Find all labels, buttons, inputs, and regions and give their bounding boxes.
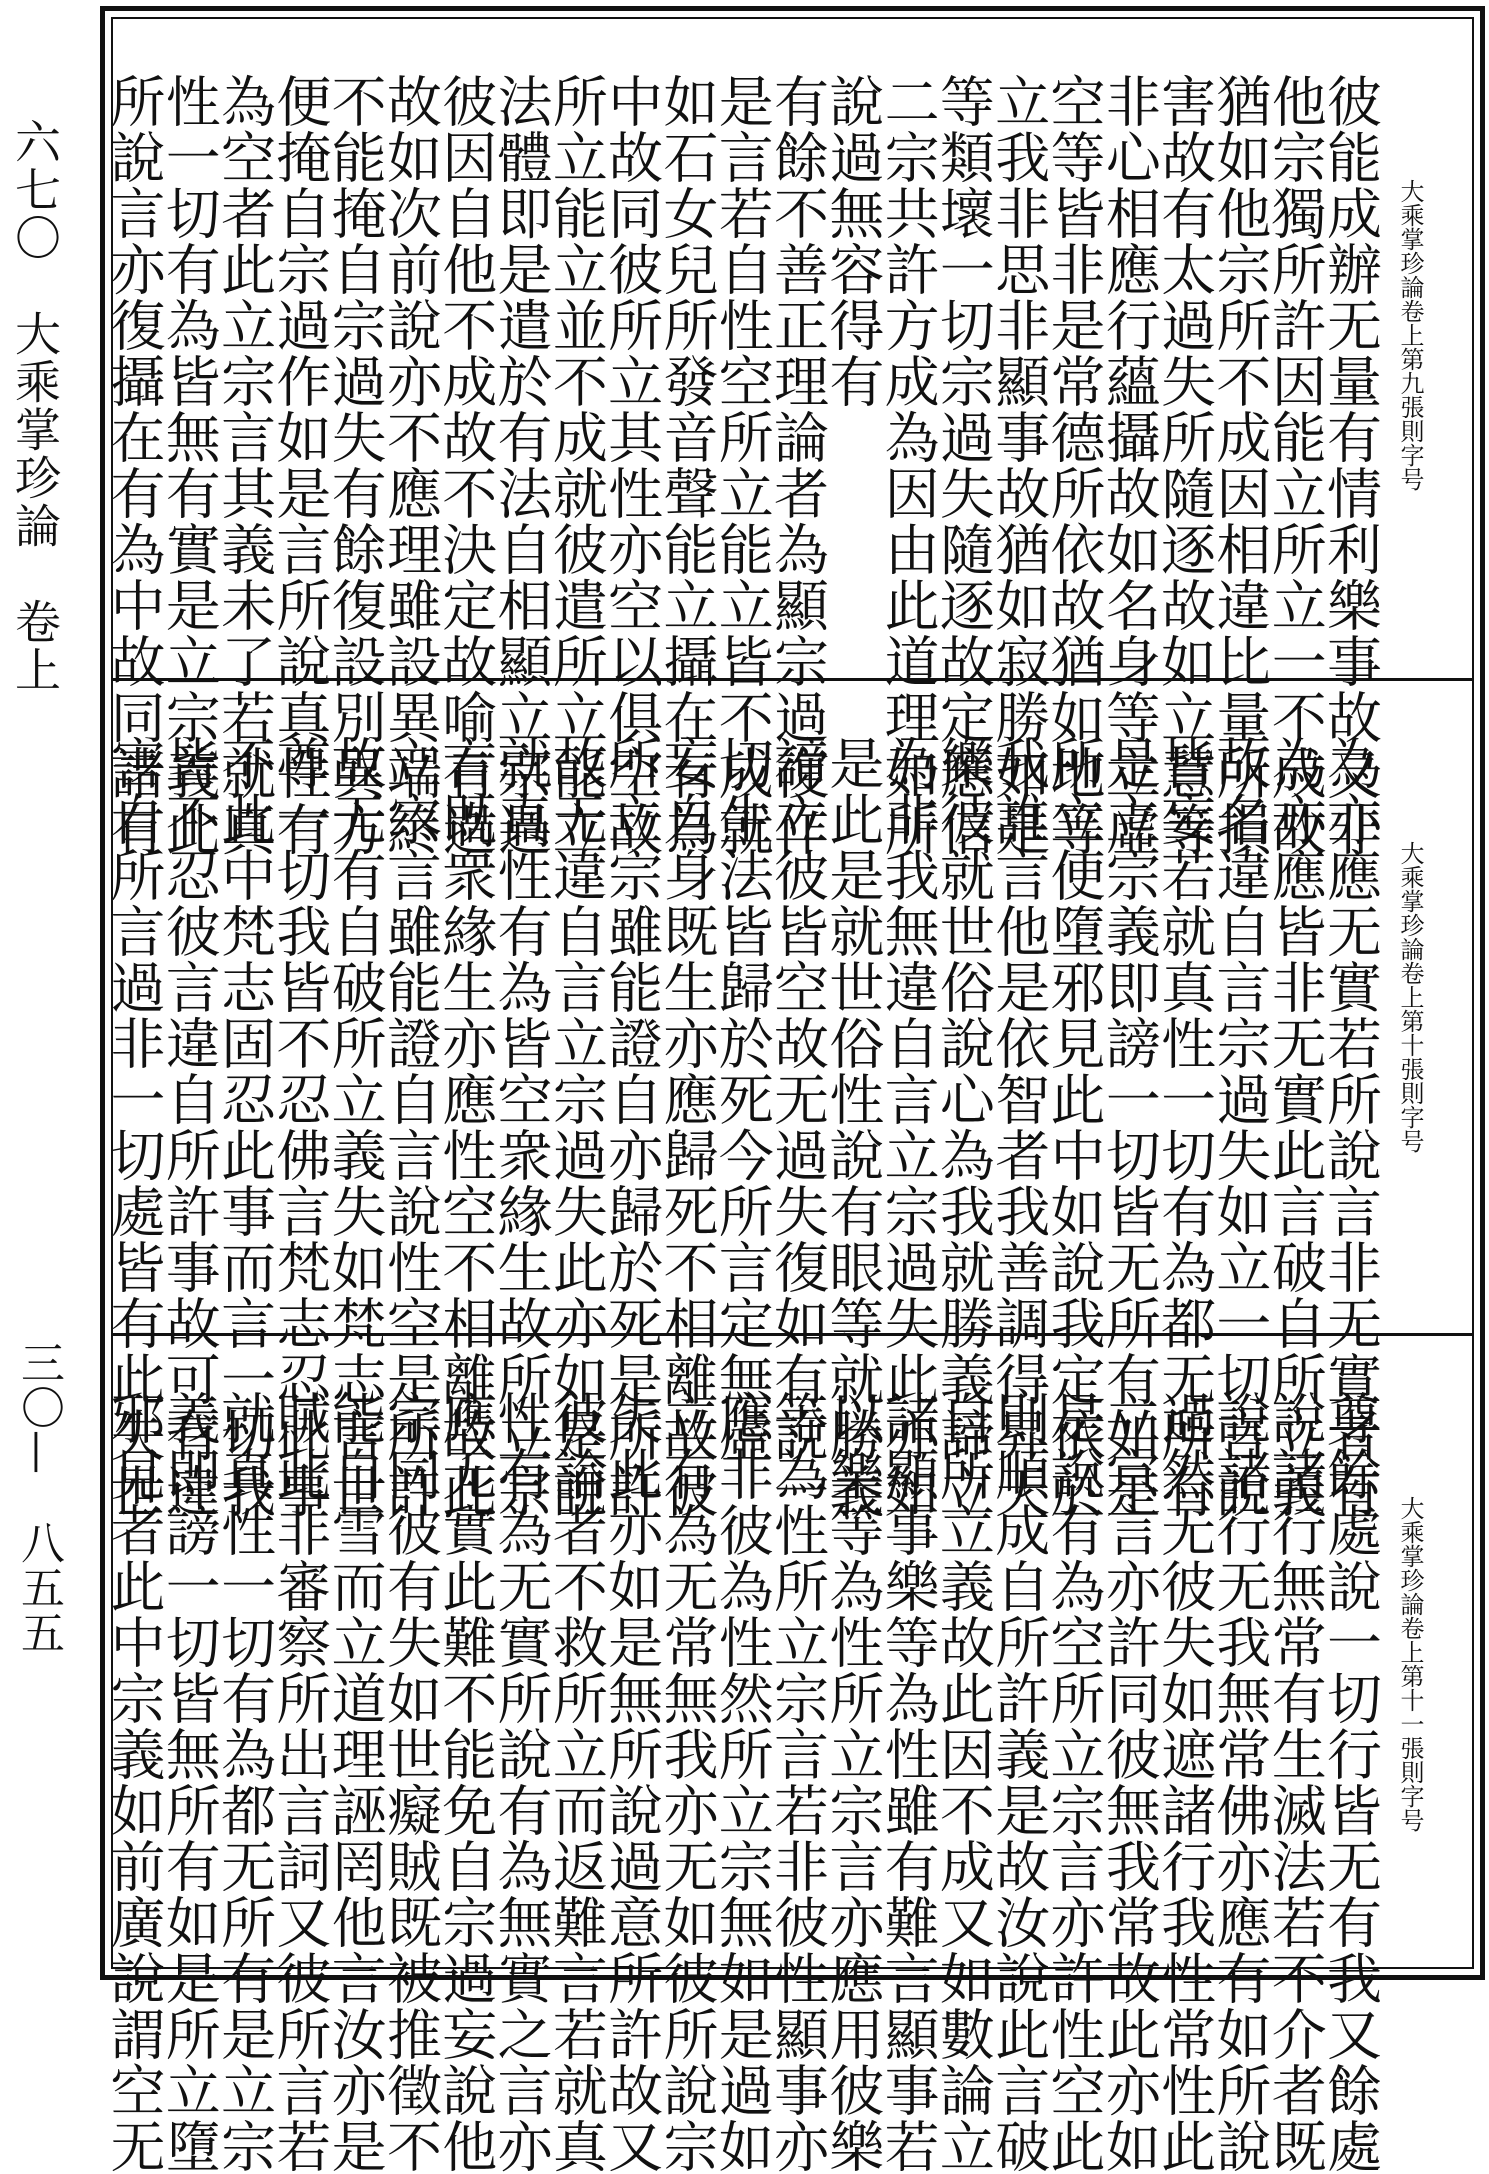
text-column: 是說有為空所立宗言亦許性空此 [1041, 1390, 1106, 2174]
text-column: 有餘不善正理論者為顯宗過復作 [765, 73, 830, 857]
text-column: 我誰言他是依智者我善調得昇天 [986, 735, 1051, 1519]
header-mark: 則字号 [1396, 419, 1424, 491]
text-column: 如石女兒所發音聲能立攝在有為 [654, 73, 719, 857]
text-column: 等為性所立宗言若非彼性顯事亦 [765, 1390, 830, 2174]
text-column: 就真性有為皆空衆緣生故所立宗 [488, 735, 553, 1519]
text-column: 彼能成辦无量有情利樂事故又非 [1318, 73, 1382, 857]
text-column: 故无違自言立宗過失此亦如是說 [543, 735, 608, 1519]
text-column: 故无有自破所立義失如梵志言世 [322, 735, 387, 1519]
text-column: 賊此非審察所出言詞又彼所言若 [267, 1390, 332, 2174]
text-column: 所立能立並不成就彼遣所立能立 [543, 73, 608, 857]
panel-header [1386, 179, 1434, 654]
text-panel-3 [101, 1336, 1472, 2174]
text-column: 彼因自他不成故不決定故喻有過 [433, 73, 498, 857]
text-column: 立宗言雖能證自言說性空是所許 [377, 735, 442, 1519]
text-column: 就真性一切有為都无所有是立宗 [212, 1390, 277, 2174]
text-column: 諸顯事樂等為性雖有難言顯事若 [875, 1390, 940, 2174]
text-column: 所說言亦復攝在有為中故同諸有 [101, 73, 166, 857]
text-column: 失此亦如是無所說過意所許故又 [599, 1390, 664, 2174]
text-column: 應无實此難不能免自宗過妄說他 [433, 1390, 498, 2174]
text-columns [101, 735, 1382, 1519]
text-column: 立有為无常無我亦无如彼所說宗 [654, 1390, 719, 2174]
text-column: 邪見者此中宗義如前廣說謂空无 [101, 1390, 166, 2174]
text-column: 以樂等為性所立宗言亦應用彼樂 [820, 1390, 885, 2174]
text-column: 應非彼為性然所立宗無如是過如 [709, 1390, 774, 2174]
text-column: 不能掩自宗過失有餘復設別異方 [322, 73, 387, 857]
text-column: 宗同彼有失如世癡賊既被推徵不 [377, 1390, 442, 2174]
panel-header [1386, 841, 1434, 1309]
text-column: 樂彼就世俗說心為我就勝義諦立 [930, 735, 995, 1519]
panel-header [1386, 1496, 1434, 1943]
text-column: 義即謗一切皆無所有如是所立墮 [156, 1390, 221, 2174]
text-column: 立我非思非顯事故猶如寂勝如是 [986, 73, 1051, 857]
text-column: 害故有太過失所隨逐故如立慧等 [1152, 73, 1217, 857]
page-frame [100, 6, 1485, 2174]
text-column: 非心相應行蘊攝故如名身等立虛 [1096, 73, 1161, 857]
header-mark: 則字号 [1396, 1760, 1424, 1832]
text-column: 二宗共許方成為因由此道理如所 [875, 73, 940, 857]
text-column: 自所立義故此因不成又如數論立 [930, 1390, 995, 2174]
text-column: 彼論者不救所立而返難言若就真 [543, 1390, 608, 2174]
text-column: 言既衆緣生亦應性空不相離故此 [433, 735, 498, 1519]
text-column: 中故同彼所立其性亦空以俱空故 [599, 73, 664, 857]
header-leaf-number: 第十一張 [1396, 1664, 1424, 1760]
text-column: 妄自身既生亦應歸死不相離故彼 [654, 735, 719, 1519]
text-column: 是此是就世俗性說有眼等就勝義 [820, 735, 885, 1519]
text-column: 切生法皆歸於死今所言定無虛 [709, 735, 774, 1463]
text-column: 性有為无實所說有為無實之言亦 [488, 1390, 553, 2174]
text-column: 則順成自所許義是故汝說此言破 [986, 1390, 1051, 2174]
text-column: 猶如他宗所不成因相違比量所損 [1207, 73, 1272, 857]
text-column: 為亦應皆非无實此言破自所立義 [1262, 735, 1327, 1519]
text-column: 為亦應无實若所說言非无實者有 [1318, 735, 1382, 1519]
text-column: 能自雪而立道理誣罔他言汝亦是 [322, 1390, 387, 2174]
text-columns [101, 73, 1382, 857]
header-title: 大乘掌珍論卷上 [1396, 179, 1424, 347]
header-title: 大乘掌珍論卷上 [1396, 841, 1424, 1009]
text-column: 皆妄若就真性一切有為都无所有 [1152, 735, 1217, 1519]
text-column: 等類壞一切宗過失隨逐故定應信 [930, 73, 995, 857]
text-panel-1 [101, 19, 1472, 857]
text-column: 諦立彼皆空故无過失復如有說一 [765, 735, 830, 1519]
text-column: 所立宗雖能證自亦歸於死是所許 [599, 735, 664, 1519]
text-column: 為空者此立宗言其義未了若就真 [212, 73, 277, 857]
text-column: 皆不忍彼言違自所許事故可有違 [156, 735, 221, 1519]
header-title: 大乘掌珍論卷上 [1396, 1496, 1424, 1664]
text-column: 過然无彼失如遮諸行我性常性此 [1152, 1390, 1217, 2174]
text-column: 害自所言過非一切處皆有此失世 [101, 735, 166, 1519]
margin-page-number: 三〇— 八五五 [13, 1340, 64, 1655]
header-mark: 則字号 [1396, 1081, 1424, 1153]
text-column: 性一切有為皆無有實是立宗義此 [156, 73, 221, 857]
text-column: 說諸行无我無常佛亦應有如所說 [1207, 1390, 1272, 2174]
header-leaf-number: 第十張 [1396, 1009, 1424, 1081]
text-column: 尊一切我皆不忍佛言梵志忍此事 [267, 735, 332, 1519]
text-column: 說諸行無常有生滅法若不介者既 [1262, 1390, 1327, 2174]
text-column: 法體即是遣於有法自相顯立宗過 [488, 73, 553, 857]
text-column: 說過無容得有 [820, 73, 885, 409]
text-column: 尊餘處說一切行皆无有我又餘處 [1318, 1390, 1382, 2174]
text-column: 故如次前說亦不應理雖設異端終 [377, 73, 442, 857]
text-column: 便掩自宗過作如是言所說真性有 [267, 73, 332, 857]
text-column: 立宗言亦許同彼無我常故此亦如 [1096, 1390, 1161, 2174]
page-inner-border [101, 17, 1474, 2174]
text-column: 不此中梵志固忍此事而言一切我 [212, 735, 277, 1519]
text-column: 是言若自性空所立能立皆不成就 [709, 73, 774, 857]
text-column: 所立便墮邪見此中如說我定依於 [1041, 735, 1106, 1519]
text-column: 是立宗義即謗一切皆无所有如是 [1096, 735, 1161, 1519]
text-column: 為非我無違自言立宗過失此亦如 [875, 735, 940, 1519]
text-column: 空等皆非是常德所依故猶如地等 [1041, 73, 1106, 857]
text-columns [101, 1390, 1382, 2174]
text-panel-2 [101, 681, 1472, 1519]
text-column: 故名違自言宗過失如立一切言說 [1207, 735, 1272, 1519]
header-leaf-number: 第九張 [1396, 347, 1424, 419]
text-column: 他宗獨所許因能立所立一不成故 [1262, 73, 1327, 857]
margin-volume-title: 六七〇 大乘掌珍論 卷上 [8, 118, 62, 694]
